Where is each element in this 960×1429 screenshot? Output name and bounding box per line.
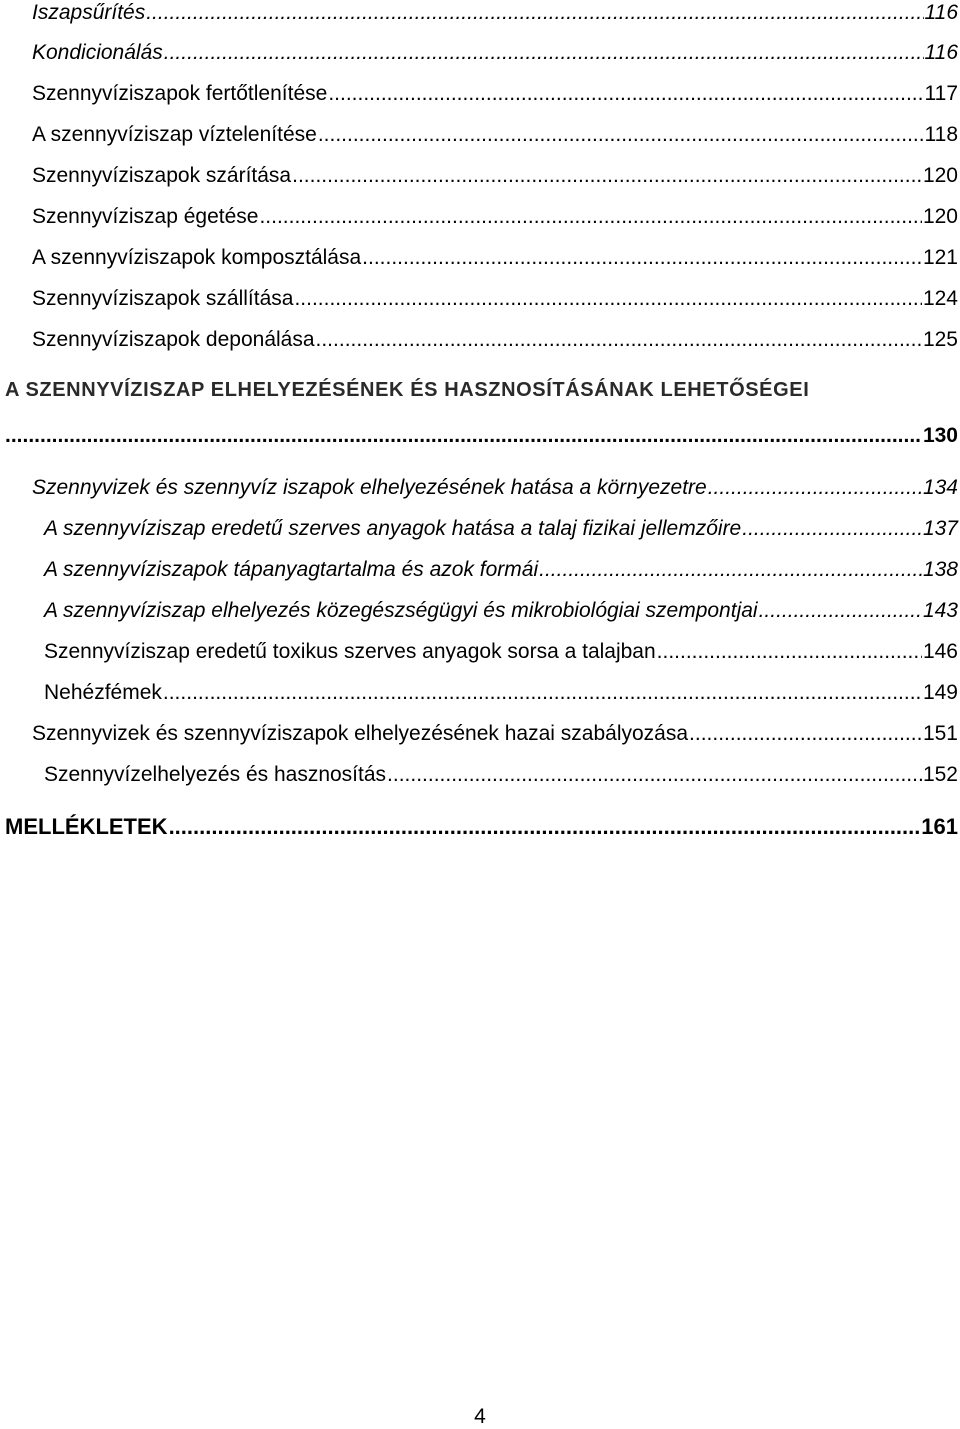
toc-entry[interactable] bbox=[44, 680, 958, 706]
toc-entry[interactable] bbox=[44, 639, 958, 665]
toc-entry-page: 120 bbox=[922, 164, 958, 187]
dot-leader bbox=[292, 163, 922, 189]
toc-entry-page: 149 bbox=[922, 681, 958, 704]
toc-entry[interactable] bbox=[5, 814, 958, 840]
toc-entry[interactable] bbox=[32, 721, 958, 747]
toc-entry-page: 161 bbox=[921, 814, 958, 839]
toc-entry-title: A szennyvíziszap eredetű szerves anyagok hatása a talaj fizikai jellemzőire bbox=[44, 517, 742, 540]
toc-entry-page: 121 bbox=[922, 246, 958, 269]
toc-entry-page: 134 bbox=[922, 476, 958, 499]
dot-leader bbox=[742, 516, 922, 542]
toc-entry-title: Szennyvíziszapok fertőtlenítése bbox=[32, 82, 328, 105]
dot-leader bbox=[539, 557, 922, 583]
toc-entry-title: A szennyvíziszap elhelyezés közegészségügyi és mikrobiológiai szempontjai bbox=[44, 599, 758, 622]
toc-entry[interactable] bbox=[44, 762, 958, 788]
toc-entry-page: 143 bbox=[922, 599, 958, 622]
toc-entry-title: Iszapsűrítés bbox=[32, 1, 146, 24]
dot-leader bbox=[328, 81, 923, 107]
dot-leader bbox=[708, 475, 922, 501]
dot-leader bbox=[146, 0, 923, 26]
toc-entry-title: Szennyvíziszap eredetű toxikus szerves anyagok sorsa a talajban bbox=[44, 640, 656, 663]
toc-entry[interactable] bbox=[44, 557, 958, 583]
toc-entry-page: 118 bbox=[924, 123, 958, 146]
toc-entry-page: 116 bbox=[924, 41, 958, 64]
dot-leader bbox=[387, 762, 922, 788]
toc-entry-page: 146 bbox=[922, 640, 958, 663]
toc-entry-page: 130 bbox=[922, 424, 958, 447]
dot-leader bbox=[163, 680, 922, 706]
toc-entry-title: Szennyvízelhelyezés és hasznosítás bbox=[44, 763, 387, 786]
toc-entry[interactable] bbox=[32, 81, 958, 107]
toc-entry[interactable] bbox=[32, 40, 958, 66]
toc-entry-title: Kondicionálás bbox=[32, 41, 163, 64]
toc-entry-title: Szennyvíziszapok deponálása bbox=[32, 328, 315, 351]
dot-leader bbox=[5, 423, 922, 449]
dot-leader bbox=[759, 598, 922, 624]
dot-leader bbox=[362, 245, 922, 271]
toc-entry-title: Szennyvizek és szennyvíz iszapok elhelyezésének hatása a környezetre bbox=[32, 476, 707, 499]
toc-entry-page: 151 bbox=[922, 722, 958, 745]
toc-entry[interactable] bbox=[32, 163, 958, 189]
toc-entry[interactable] bbox=[44, 516, 958, 542]
toc-entry-title: A szennyvíziszap víztelenítése bbox=[32, 123, 317, 146]
toc-entry-title: Szennyvíziszapok szárítása bbox=[32, 164, 292, 187]
dot-leader bbox=[318, 122, 924, 148]
toc-entry-title: Szennyvíziszapok szállítása bbox=[32, 287, 294, 310]
toc-entry-page: 138 bbox=[922, 558, 958, 581]
dot-leader bbox=[169, 814, 921, 840]
toc-entry-page: 125 bbox=[922, 328, 958, 351]
toc-entry-page: 117 bbox=[924, 82, 958, 105]
toc-entry[interactable] bbox=[44, 598, 958, 624]
toc-entry-title: Szennyvizek és szennyvíziszapok elhelyezésének hazai szabályozása bbox=[32, 722, 689, 745]
toc-entry-page: 120 bbox=[922, 205, 958, 228]
toc-entry-page: 116 bbox=[924, 1, 958, 24]
toc-entry[interactable] bbox=[32, 245, 958, 271]
toc-entry-title: Szennyvíziszap égetése bbox=[32, 205, 259, 228]
toc-entry[interactable] bbox=[32, 0, 958, 26]
toc-entry[interactable] bbox=[32, 204, 958, 230]
toc-entry-page: 124 bbox=[922, 287, 958, 310]
toc-entry-page: 152 bbox=[922, 763, 958, 786]
toc-entry[interactable] bbox=[32, 327, 958, 353]
toc-entry[interactable] bbox=[32, 122, 958, 148]
page-number: 4 bbox=[474, 1405, 486, 1428]
toc-entry-title: A szennyvíziszapok tápanyagtartalma és azok formái bbox=[44, 558, 539, 581]
dot-leader bbox=[259, 204, 921, 230]
dot-leader bbox=[294, 286, 921, 312]
toc-entry-title: Nehézfémek bbox=[44, 681, 162, 704]
dot-leader bbox=[689, 721, 922, 747]
dot-leader bbox=[164, 40, 924, 66]
toc-entry[interactable] bbox=[32, 475, 958, 501]
chapter-heading-leader-line[interactable] bbox=[5, 423, 958, 449]
toc-entry[interactable] bbox=[32, 286, 958, 312]
toc-entry-title: A szennyvíziszapok komposztálása bbox=[32, 246, 362, 269]
toc-entry-page: 137 bbox=[922, 517, 958, 540]
chapter-heading[interactable]: A SZENNYVÍZISZAP ELHELYEZÉSÉNEK ÉS HASZNOSÍTÁSÁNAK LEHETŐSÉGEI bbox=[5, 379, 810, 401]
dot-leader bbox=[316, 327, 922, 353]
dot-leader bbox=[657, 639, 922, 665]
toc-entry-title: MELLÉKLETEK bbox=[5, 814, 168, 839]
